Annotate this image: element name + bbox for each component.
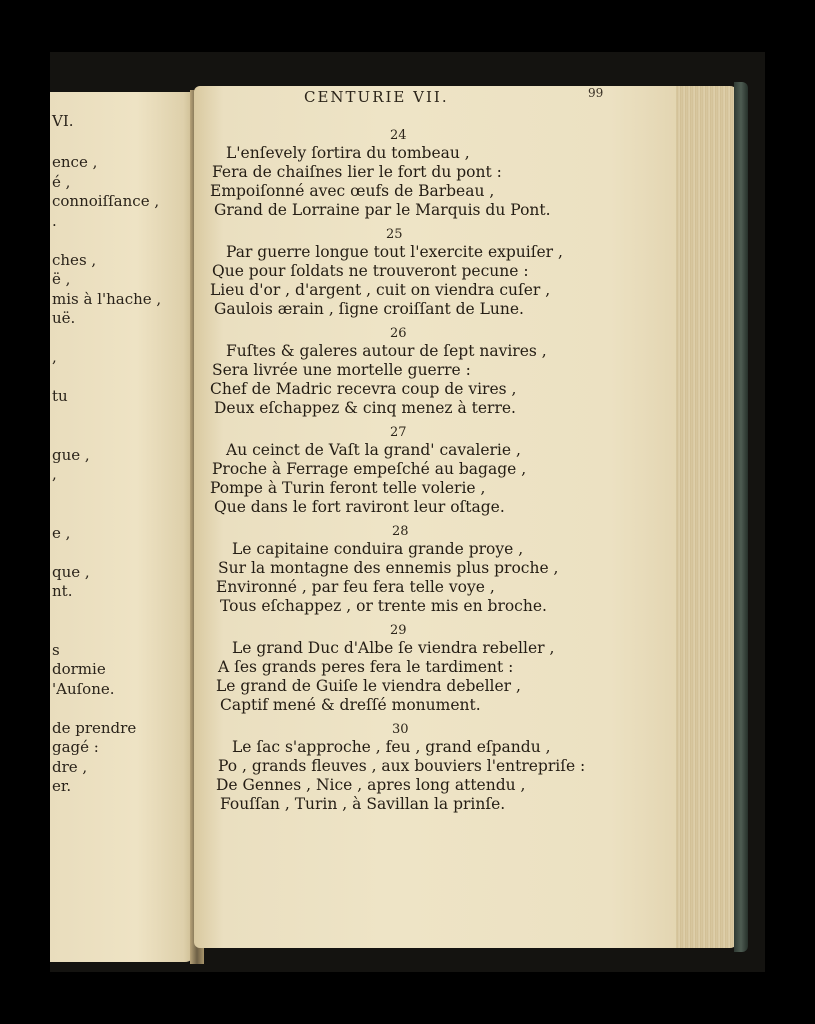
left-page-line: dormie bbox=[52, 660, 106, 678]
left-page-line: 'Auſone. bbox=[52, 679, 115, 698]
quatrains bbox=[194, 86, 684, 948]
left-page-line: , bbox=[52, 465, 57, 483]
quatrain-line: Gaulois ærain , ſigne croiſſant de Lune. bbox=[214, 300, 524, 318]
left-page-line: ches , bbox=[52, 250, 97, 269]
left-page-line: gagé : bbox=[52, 738, 99, 756]
quatrain-line: Que pour ſoldats ne trouveront pecune : bbox=[212, 262, 529, 280]
left-page-line: . bbox=[52, 211, 57, 230]
left-page-line: nt. bbox=[52, 582, 73, 600]
left-page-line: de prendre bbox=[52, 718, 137, 737]
quatrain-line: Environné , par feu fera telle voye , bbox=[216, 578, 495, 596]
left-page bbox=[50, 92, 195, 962]
left-page-line: e , bbox=[52, 523, 71, 542]
quatrain-number: 24 bbox=[390, 128, 407, 143]
quatrain-number: 26 bbox=[390, 326, 407, 341]
quatrain-line: Proche à Ferrage empeſché au bagage , bbox=[212, 460, 527, 478]
quatrain-line: Le grand de Guiſe le viendra debeller , bbox=[216, 677, 521, 695]
quatrain-number: 30 bbox=[392, 722, 409, 737]
left-page-line: tu bbox=[52, 387, 68, 405]
left-page-line: ë , bbox=[52, 270, 71, 288]
quatrain-line: A ſes grands peres fera le tardiment : bbox=[218, 658, 514, 676]
quatrain-line: Tous eſchappez , or trente mis en broche. bbox=[220, 597, 547, 615]
quatrain-line: Le grand Duc d'Albe ſe viendra rebeller , bbox=[232, 639, 555, 657]
left-page-line: mis à l'hache , bbox=[52, 289, 162, 308]
quatrain-line: Fouſſan , Turin , à Savillan la prinſe. bbox=[220, 795, 506, 813]
quatrain-line: Fuſtes & galeres autour de ſept navires , bbox=[226, 342, 547, 360]
quatrain-line: Captif mené & dreſſé monument. bbox=[220, 696, 481, 714]
left-page-line: , bbox=[52, 348, 57, 366]
left-page-line: connoiſſance , bbox=[52, 192, 160, 210]
quatrain-line: Sur la montagne des ennemis plus proche , bbox=[218, 559, 559, 577]
book-cover bbox=[734, 82, 748, 952]
left-page-line: é , bbox=[52, 172, 71, 191]
left-page-line: ence , bbox=[52, 153, 98, 171]
quatrain-line: Le capitaine conduira grande proye , bbox=[232, 540, 524, 558]
left-page-line: s bbox=[52, 640, 60, 659]
quatrain-line: Par guerre longue tout l'exercite expuiſer , bbox=[226, 243, 563, 261]
quatrain-line: Po , grands fleuves , aux bouviers l'entrepriſe : bbox=[218, 757, 586, 775]
quatrain-line: Le ſac s'approche , feu , grand eſpandu , bbox=[232, 738, 551, 756]
quatrain-number: 28 bbox=[392, 524, 409, 539]
book-scan bbox=[50, 52, 765, 972]
left-page-line: gue , bbox=[52, 445, 90, 464]
quatrain-line: Deux eſchappez & cinq menez à terre. bbox=[214, 399, 516, 417]
page-edges bbox=[676, 86, 738, 948]
quatrain-line: De Gennes , Nice , apres long attendu , bbox=[216, 776, 526, 794]
left-page-line: que , bbox=[52, 562, 90, 581]
quatrain-number: 27 bbox=[390, 425, 407, 440]
quatrain-line: Sera livrée une mortelle guerre : bbox=[212, 361, 471, 379]
left-page-header: VI. bbox=[52, 112, 74, 130]
left-page-line: er. bbox=[52, 777, 72, 795]
quatrain-line: Lieu d'or , d'argent , cuit on viendra cuſer , bbox=[210, 281, 551, 299]
quatrain-number: 29 bbox=[390, 623, 407, 638]
quatrain-number: 25 bbox=[386, 227, 403, 242]
quatrain-line: Empoiſonné avec œufs de Barbeau , bbox=[210, 182, 495, 200]
quatrain-line: Que dans le fort raviront leur oſtage. bbox=[214, 498, 505, 516]
quatrain-line: Grand de Lorraine par le Marquis du Pont. bbox=[214, 201, 551, 219]
quatrain-line: Chef de Madric recevra coup de vires , bbox=[210, 380, 517, 398]
quatrain-line: L'enſevely ſortira du tombeau , bbox=[226, 144, 470, 162]
quatrain-line: Fera de chaiſnes lier le fort du pont : bbox=[212, 163, 502, 181]
left-page-line: dre , bbox=[52, 757, 88, 776]
right-page bbox=[194, 86, 684, 948]
folio-number: 99 bbox=[588, 86, 604, 100]
left-page-line: uë. bbox=[52, 309, 76, 327]
quatrain-line: Pompe à Turin feront telle volerie , bbox=[210, 479, 486, 497]
running-head: CENTURIE VII. bbox=[304, 88, 449, 106]
quatrain-line: Au ceinct de Vaſt la grand' cavalerie , bbox=[226, 441, 521, 459]
